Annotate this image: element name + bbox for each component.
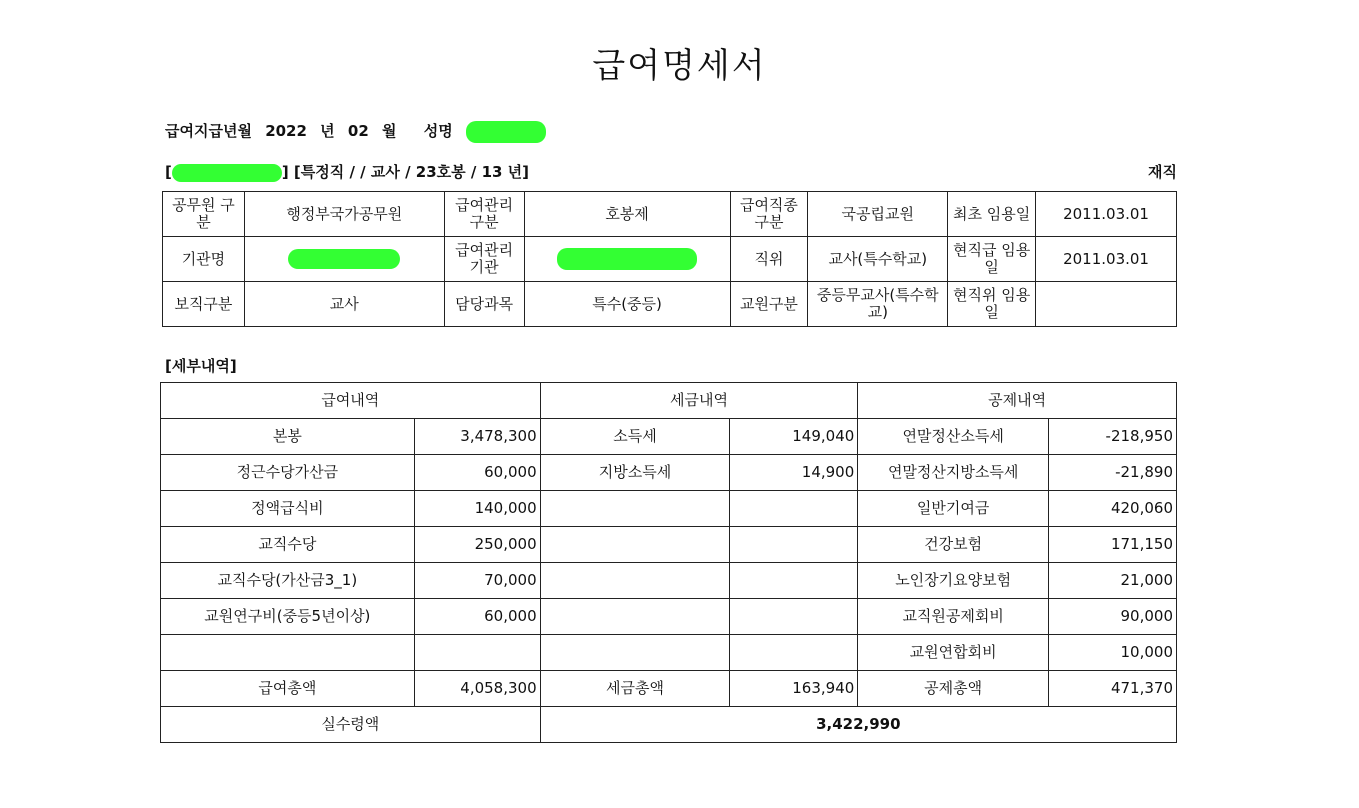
redacted-cell: [524, 237, 730, 282]
table-cell: [730, 635, 858, 671]
table-row: [161, 563, 1177, 599]
table-cell: 90,000: [1049, 599, 1177, 635]
table-cell: 급여관리 구분: [444, 192, 524, 237]
table-cell: 특수(중등): [524, 282, 730, 327]
table-cell: [540, 491, 730, 527]
document-title: 급여명세서: [592, 46, 767, 86]
table-cell: 공무원 구분: [163, 192, 245, 237]
table-cell: -21,890: [1049, 455, 1177, 491]
table-cell: 건강보험: [858, 527, 1049, 563]
table-cell: 171,150: [1049, 527, 1177, 563]
employee-info-table: [162, 191, 1177, 327]
table-cell: 공제총액: [858, 671, 1049, 707]
pay-period-line: [165, 120, 554, 143]
table-cell: 2011.03.01: [1036, 192, 1177, 237]
table-cell: 10,000: [1049, 635, 1177, 671]
table-header-row: [161, 383, 1177, 419]
table-cell: 140,000: [414, 491, 540, 527]
table-cell: 163,940: [730, 671, 858, 707]
table-cell: 최초 임용일: [948, 192, 1036, 237]
table-cell: 중등무교사(특수학교): [808, 282, 948, 327]
table-cell: 소득세: [540, 419, 730, 455]
table-cell: 보직구분: [163, 282, 245, 327]
table-cell: [730, 527, 858, 563]
table-row: [161, 599, 1177, 635]
table-cell: [730, 563, 858, 599]
table-cell: [540, 527, 730, 563]
redacted-cell: [244, 237, 444, 282]
table-cell: 정액급식비: [161, 491, 415, 527]
table-cell: 기관명: [163, 237, 245, 282]
year-unit: 년: [320, 122, 335, 140]
table-cell: 현직급 임용일: [948, 237, 1036, 282]
deduction-header: 공제내역: [858, 383, 1177, 419]
table-cell: 교직수당: [161, 527, 415, 563]
pay-header: 급여내역: [161, 383, 541, 419]
table-cell: 정근수당가산금: [161, 455, 415, 491]
table-cell: 471,370: [1049, 671, 1177, 707]
table-row: [161, 455, 1177, 491]
table-cell: 급여직종 구분: [730, 192, 808, 237]
redacted-id: [172, 164, 282, 182]
table-cell: 세금총액: [540, 671, 730, 707]
table-cell: 2011.03.01: [1036, 237, 1177, 282]
pay-month: 02: [347, 122, 369, 140]
table-cell: 교원연구비(중등5년이상): [161, 599, 415, 635]
redacted-name: [466, 121, 546, 143]
table-cell: [161, 635, 415, 671]
table-cell: 4,058,300: [414, 671, 540, 707]
table-cell: 교사(특수학교): [808, 237, 948, 282]
table-row: [163, 192, 1177, 237]
table-cell: 60,000: [414, 599, 540, 635]
table-row: [161, 419, 1177, 455]
table-row: [161, 635, 1177, 671]
net-pay-value: 3,422,990: [540, 707, 1176, 743]
table-cell: 교사: [244, 282, 444, 327]
pay-detail-table: [160, 382, 1177, 743]
tax-header: 세금내역: [540, 383, 858, 419]
table-cell: 국공립교원: [808, 192, 948, 237]
table-cell: 일반기여금: [858, 491, 1049, 527]
table-row: [161, 491, 1177, 527]
totals-row: [161, 671, 1177, 707]
pay-period-label: 급여지급년월: [165, 122, 252, 140]
table-cell: [730, 599, 858, 635]
employment-status: 재직: [1148, 163, 1177, 181]
table-cell: 급여총액: [161, 671, 415, 707]
table-cell: 149,040: [730, 419, 858, 455]
table-row: [163, 282, 1177, 327]
table-cell: 지방소득세: [540, 455, 730, 491]
table-row: [163, 237, 1177, 282]
table-cell: [414, 635, 540, 671]
table-cell: -218,950: [1049, 419, 1177, 455]
table-cell: 교원연합회비: [858, 635, 1049, 671]
table-cell: 본봉: [161, 419, 415, 455]
table-cell: 노인장기요양보험: [858, 563, 1049, 599]
table-cell: 담당과목: [444, 282, 524, 327]
table-row: [161, 527, 1177, 563]
name-label: 성명: [423, 122, 453, 140]
table-cell: [540, 563, 730, 599]
table-cell: [1036, 282, 1177, 327]
table-cell: 연말정산소득세: [858, 419, 1049, 455]
position-info: ] [특정직 / / 교사 / 23호봉 / 13 년]: [281, 163, 530, 181]
table-cell: 급여관리 기관: [444, 237, 524, 282]
table-cell: 교원구분: [730, 282, 808, 327]
table-cell: 14,900: [730, 455, 858, 491]
table-cell: 교직원공제회비: [858, 599, 1049, 635]
table-cell: [540, 635, 730, 671]
pay-year: 2022: [265, 122, 307, 140]
table-cell: 직위: [730, 237, 808, 282]
table-cell: 현직위 임용일: [948, 282, 1036, 327]
net-pay-row: [161, 707, 1177, 743]
section-title: [세부내역]: [165, 357, 237, 375]
net-pay-label: 실수령액: [161, 707, 541, 743]
table-cell: 21,000: [1049, 563, 1177, 599]
table-cell: 교직수당(가산금3_1): [161, 563, 415, 599]
table-cell: 호봉제: [524, 192, 730, 237]
table-cell: 3,478,300: [414, 419, 540, 455]
table-cell: 70,000: [414, 563, 540, 599]
table-cell: [730, 491, 858, 527]
table-cell: 250,000: [414, 527, 540, 563]
table-cell: 420,060: [1049, 491, 1177, 527]
month-unit: 월: [382, 122, 397, 140]
table-cell: 행정부국가공무원: [244, 192, 444, 237]
table-cell: [540, 599, 730, 635]
employee-info-line: [ ] [특정직 / / 교사 / 23호봉 / 13 년] 재직: [165, 163, 1177, 181]
table-cell: 60,000: [414, 455, 540, 491]
table-cell: 연말정산지방소득세: [858, 455, 1049, 491]
